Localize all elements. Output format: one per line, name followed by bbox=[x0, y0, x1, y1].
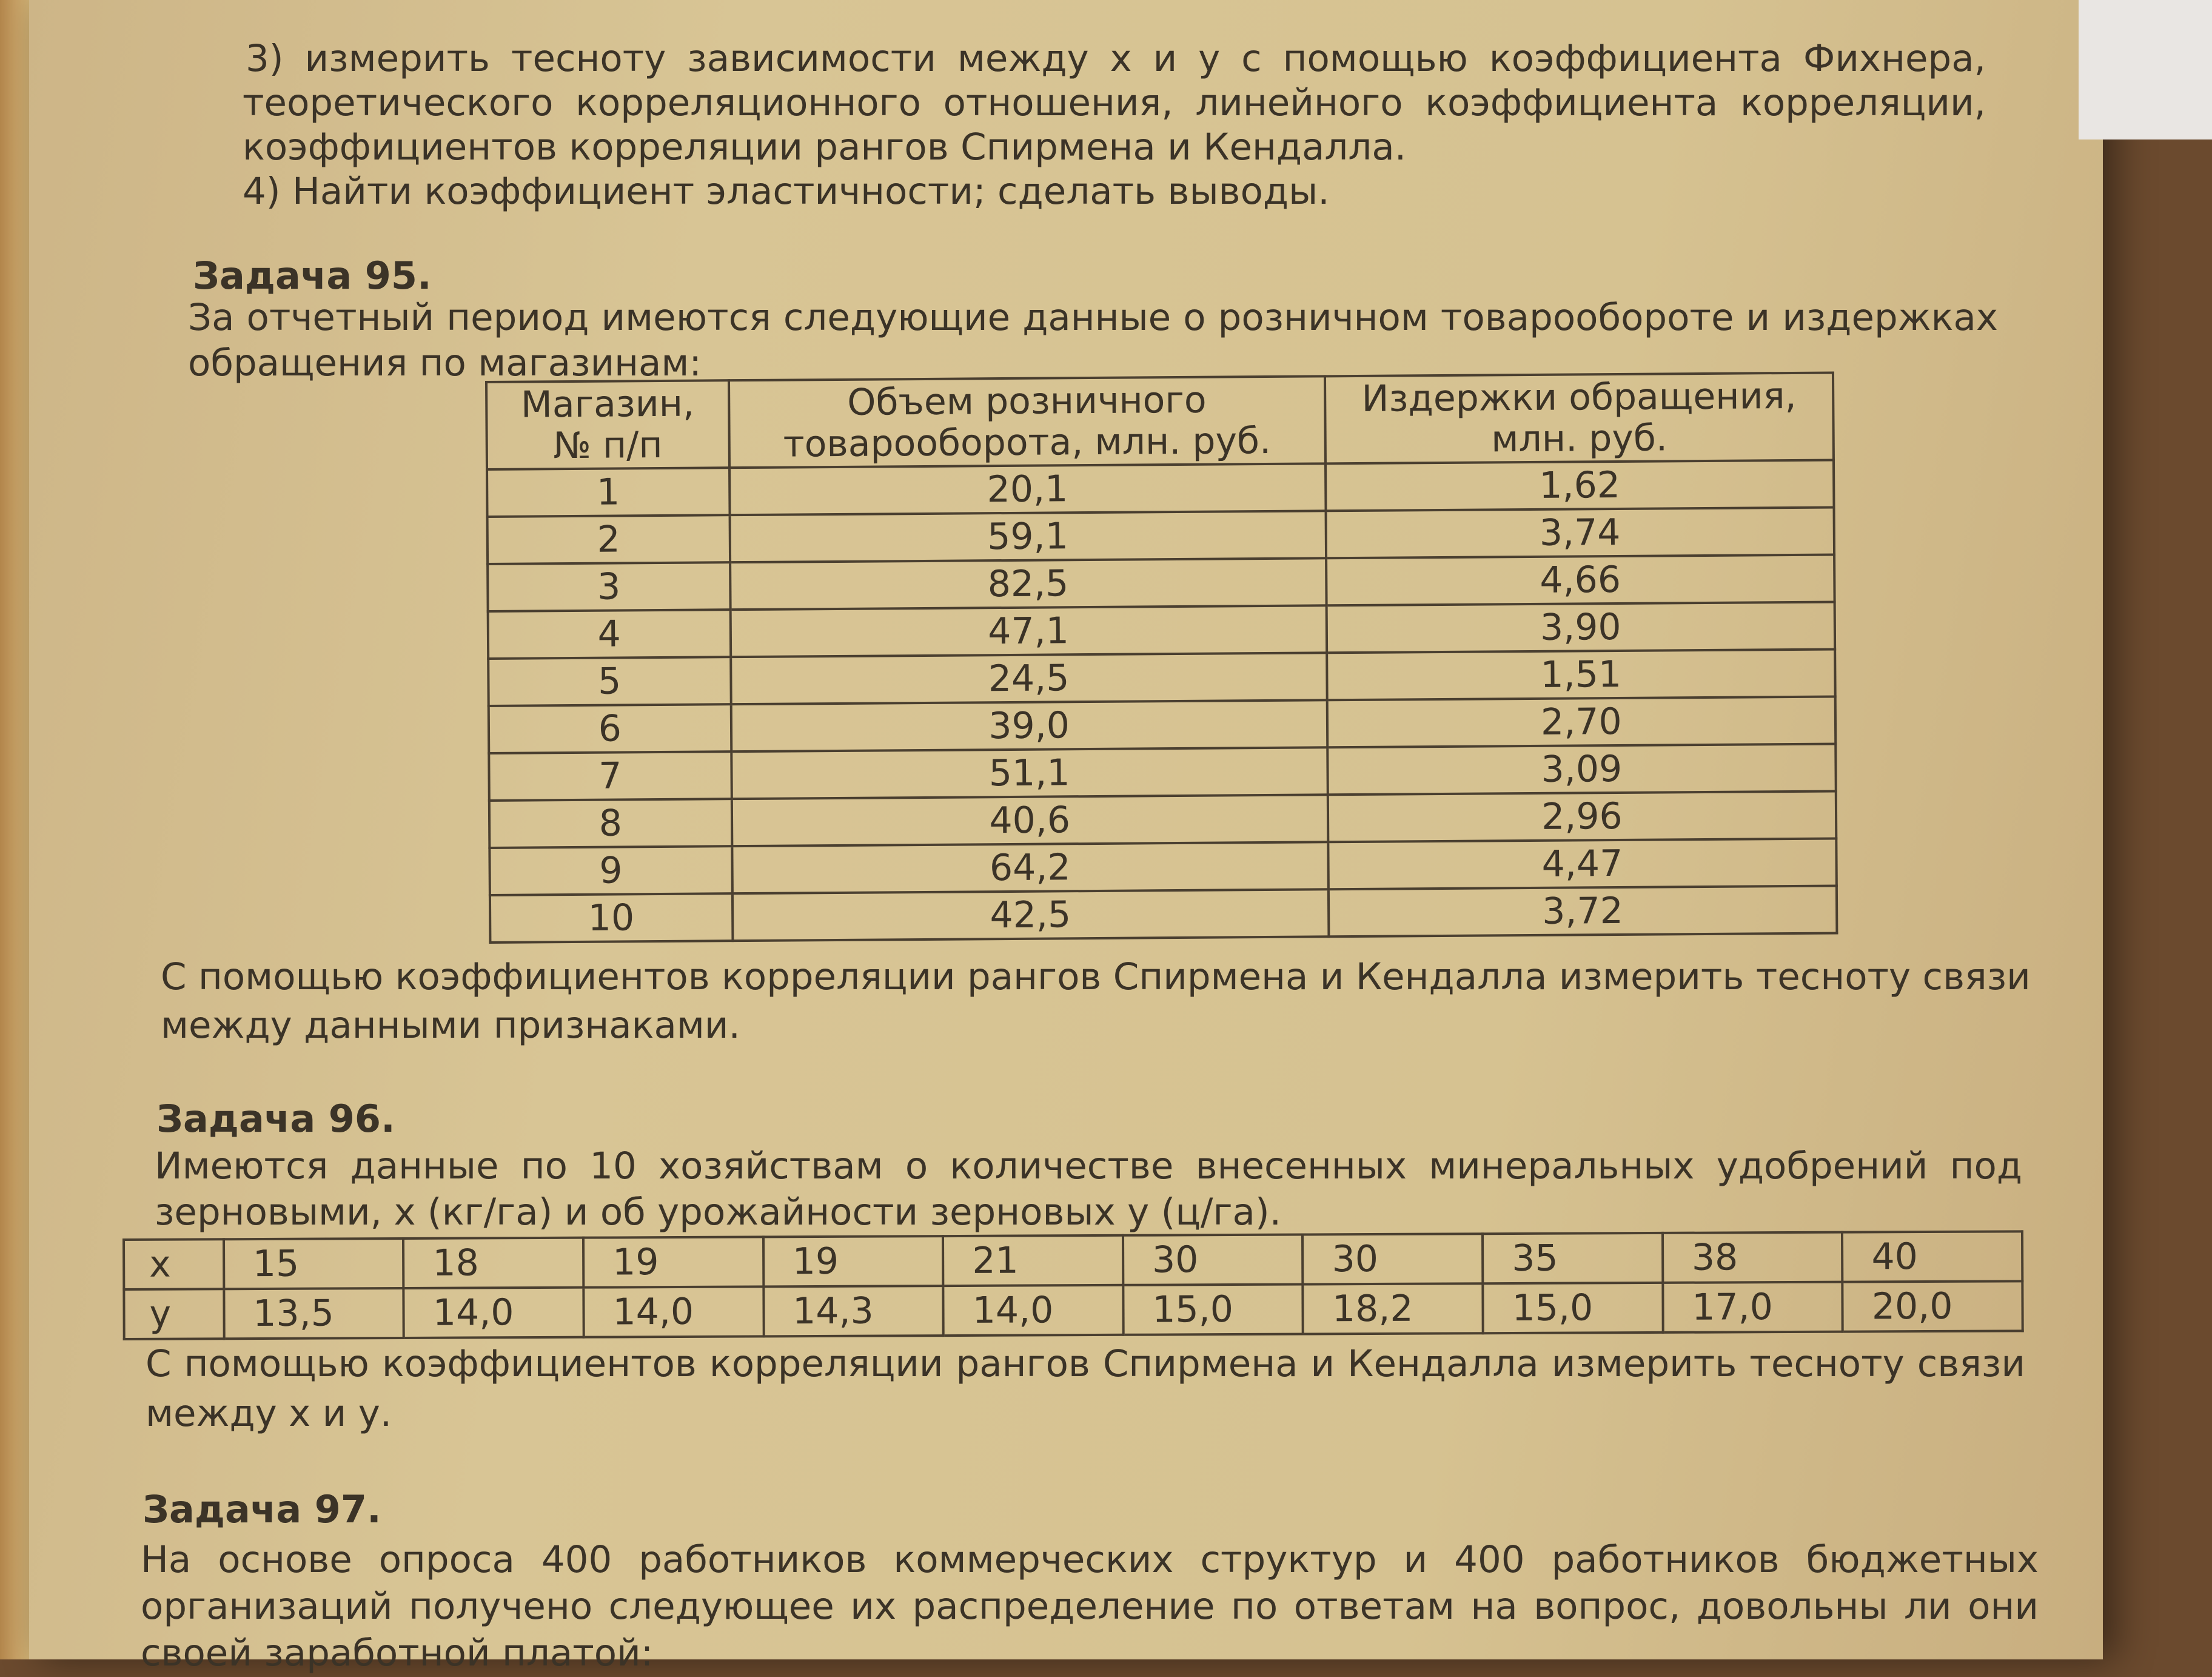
table-cell: 19 bbox=[763, 1236, 943, 1286]
table-cell: 3 bbox=[488, 562, 730, 611]
table-cell: 18,2 bbox=[1303, 1283, 1483, 1334]
table-cell: 7 bbox=[489, 751, 731, 801]
table-cell: 1,51 bbox=[1327, 649, 1835, 700]
header-costs bbox=[1325, 372, 1834, 463]
task95-question-line1: С помощью коэффициентов корреляции рангов Спирмена и Кендалла измерить тесноту связи bbox=[161, 955, 2031, 998]
header-text: Магазин, bbox=[520, 382, 695, 426]
table-cell: 20,1 bbox=[729, 463, 1326, 515]
table-cell: 20,0 bbox=[1843, 1281, 2023, 1331]
table-header-row bbox=[486, 372, 1834, 469]
y-label: у bbox=[124, 1289, 224, 1339]
task96-question-line2: между х и у. bbox=[146, 1392, 392, 1435]
task96-intro-line2: зерновыми, х (кг/га) и об урожайности зерновых у (ц/га). bbox=[155, 1191, 1282, 1234]
table-cell: 38 bbox=[1663, 1232, 1843, 1283]
table-cell: 2,70 bbox=[1327, 696, 1835, 747]
table-cell: 3,72 bbox=[1329, 886, 1837, 936]
header-text: товарооборота, млн. руб. bbox=[783, 419, 1272, 466]
table-cell: 15 bbox=[224, 1238, 404, 1289]
table-cell: 1,62 bbox=[1326, 460, 1834, 511]
table-cell: 8 bbox=[489, 799, 732, 848]
table-cell: 35 bbox=[1483, 1233, 1663, 1283]
table-cell: 17,0 bbox=[1663, 1282, 1843, 1333]
intro-item4: 4) Найти коэффициент эластичности; сделать выводы. bbox=[243, 170, 1330, 213]
task97-intro-line2: организаций получено следующее их распределение по ответам на вопрос, довольны ли они bbox=[141, 1585, 2039, 1628]
header-text: Издержки обращения, bbox=[1361, 374, 1797, 420]
task97-intro-line3: своей заработной платой: bbox=[141, 1632, 654, 1675]
table-cell: 15,0 bbox=[1483, 1283, 1663, 1333]
x-row bbox=[124, 1231, 2022, 1289]
table-cell: 6 bbox=[489, 704, 731, 753]
table-cell: 9 bbox=[489, 846, 732, 895]
header-text: млн. руб. bbox=[1491, 417, 1668, 461]
task95-question-line2: между данными признаками. bbox=[161, 1004, 740, 1047]
task97-intro-line1: На основе опроса 400 работников коммерческих структур и 400 работников бюджетных bbox=[141, 1538, 2039, 1581]
task95-intro-line2: обращения по магазинам: bbox=[188, 341, 702, 385]
table-cell: 82,5 bbox=[730, 558, 1327, 610]
task96-table bbox=[122, 1230, 2024, 1340]
table-cell: 51,1 bbox=[731, 747, 1328, 799]
task95-intro-line1: За отчетный период имеются следующие данные о розничном товарообороте и издержках bbox=[188, 296, 1998, 339]
task95-table bbox=[485, 371, 1838, 944]
table-cell: 13,5 bbox=[224, 1288, 404, 1339]
table-cell: 30 bbox=[1302, 1234, 1483, 1284]
background-surface bbox=[2079, 0, 2212, 139]
x-label: х bbox=[124, 1239, 224, 1289]
intro-item3-line2: теоретического корреляционного отношения, линейного коэффициента корреляции, bbox=[243, 81, 1986, 124]
table-cell: 3,09 bbox=[1327, 744, 1836, 795]
table-cell: 42,5 bbox=[732, 889, 1329, 941]
table-cell: 3,90 bbox=[1326, 602, 1835, 653]
table-cell: 15,0 bbox=[1123, 1285, 1303, 1335]
table-cell: 64,2 bbox=[732, 842, 1329, 893]
table-cell: 18 bbox=[403, 1238, 583, 1288]
y-row bbox=[124, 1281, 2022, 1339]
table-cell: 4 bbox=[488, 610, 731, 659]
page-edge bbox=[0, 0, 29, 1659]
table-cell: 3,74 bbox=[1326, 507, 1834, 558]
table-cell: 5 bbox=[488, 657, 731, 706]
table-cell: 10 bbox=[490, 893, 732, 943]
intro-item3-line1: 3) измерить тесноту зависимости между х и у с помощью коэффициента Фихнера, bbox=[246, 37, 1986, 80]
header-turnover bbox=[729, 376, 1326, 468]
task95-title: Задача 95. bbox=[193, 254, 432, 298]
table-cell: 39,0 bbox=[731, 700, 1327, 751]
table-cell: 40,6 bbox=[731, 795, 1328, 846]
table-cell: 14,3 bbox=[763, 1286, 943, 1336]
table-cell: 24,5 bbox=[731, 653, 1327, 704]
task96-question-line1: С помощью коэффициентов корреляции рангов Спирмена и Кендалла измерить тесноту связи bbox=[146, 1342, 2025, 1385]
table-cell: 2 bbox=[488, 515, 730, 564]
table-cell: 59,1 bbox=[729, 511, 1326, 562]
task96-intro-line1: Имеются данные по 10 хозяйствам о количестве внесенных минеральных удобрений под bbox=[155, 1144, 2022, 1188]
table-cell: 14,0 bbox=[583, 1286, 763, 1337]
table-cell: 14,0 bbox=[943, 1285, 1124, 1336]
table-cell: 47,1 bbox=[730, 605, 1327, 657]
header-text: № п/п bbox=[553, 423, 663, 468]
table-cell: 4,66 bbox=[1326, 554, 1835, 605]
table-cell: 4,47 bbox=[1328, 838, 1837, 889]
table-cell: 40 bbox=[1842, 1231, 2022, 1282]
header-text: Объем розничного bbox=[846, 378, 1207, 424]
task97-title: Задача 97. bbox=[142, 1487, 381, 1531]
intro-item3-line3: коэффициентов корреляции рангов Спирмена и Кендалла. bbox=[243, 126, 1407, 169]
table-cell: 19 bbox=[583, 1237, 763, 1287]
table-cell: 1 bbox=[487, 468, 729, 517]
table-cell: 21 bbox=[943, 1235, 1123, 1286]
table-cell: 2,96 bbox=[1328, 791, 1837, 842]
table-row bbox=[490, 886, 1837, 943]
header-shop bbox=[486, 380, 729, 469]
task96-title: Задача 96. bbox=[156, 1097, 395, 1141]
table-cell: 30 bbox=[1123, 1235, 1303, 1285]
table-cell: 14,0 bbox=[404, 1288, 584, 1338]
